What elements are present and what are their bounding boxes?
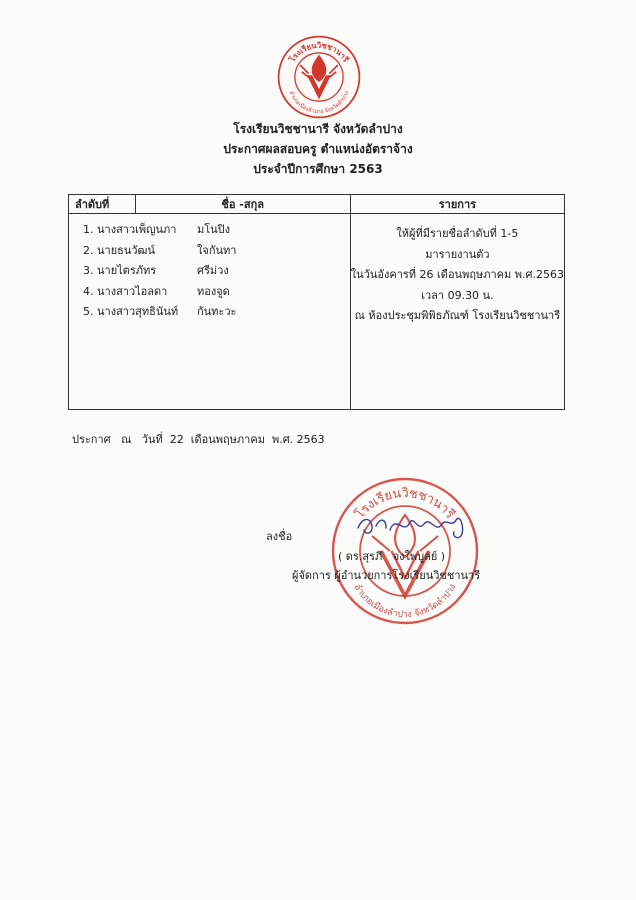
list-item (69, 282, 350, 303)
candidate-first-name: นางสาวสุทธินันท์ (97, 305, 179, 319)
seal-top-text: โรงเรียนวิชชานารี (287, 40, 351, 64)
details-cell (350, 214, 564, 410)
school-seal-logo (276, 34, 362, 120)
academic-year: ประจำปีการศึกษา 2563 (253, 162, 383, 176)
instruction-line: เวลา 09.30 น. (421, 288, 494, 302)
candidate-last-name: ทองจูด (197, 284, 230, 298)
stamp-bottom-text: อำเภอเมืองลำปาง จังหวัดลำปาง (351, 582, 459, 621)
handwritten-signature (352, 506, 470, 546)
signature-label: ลงชื่อ (266, 530, 293, 543)
column-header-number: ลำดับที่ (69, 195, 136, 214)
instruction-line: ให้ผู้ที่มีรายชื่อลำดับที่ 1-5 (396, 227, 519, 240)
instruction-line: ณ ห้องประชุมพิพิธภัณฑ์ โรงเรียนวิชชานารี (354, 309, 561, 323)
list-item (69, 261, 350, 282)
candidate-number: 5. (83, 305, 94, 319)
candidate-last-name: ศรีม่วง (197, 264, 229, 278)
candidate-first-name: นายไตรภัทร (97, 264, 157, 278)
svg-text:อำเภอเมืองลำปาง จังหวัดลำปาง (352, 582, 459, 620)
candidate-list (69, 214, 350, 323)
announcement-date: ประกาศ ณ วันที่ 22 เดือนพฤษภาคม พ.ศ. 2563 (72, 433, 325, 446)
candidate-last-name: มโนปิง (197, 223, 231, 236)
candidate-first-name: นางสาวไอลดา (97, 284, 168, 298)
school-name-heading: โรงเรียนวิชชานารี จังหวัดลำปาง (233, 122, 403, 136)
candidate-number: 4. (83, 284, 94, 298)
instruction-line: ในวันอังคารที่ 26 เดือนพฤษภาคม พ.ศ.2563 (350, 268, 564, 282)
column-header-details: รายการ (350, 195, 564, 214)
list-item (69, 302, 350, 323)
candidate-first-name: นางสาวเพ็ญนภา (97, 223, 177, 236)
column-header-name: ชื่อ -สกุล (135, 195, 350, 214)
results-table (68, 194, 565, 410)
names-cell (69, 214, 351, 410)
report-instructions (351, 214, 564, 327)
stamp-top-text: โรงเรียนวิชชานารี (352, 485, 458, 522)
candidate-number: 1. (83, 223, 94, 236)
signer-title: ผู้จัดการ ผู้อำนวยการโรงเรียนวิชชานารี (292, 569, 481, 582)
candidate-last-name: กันทะวะ (197, 305, 237, 319)
candidate-first-name: นายธนวัฒน์ (97, 243, 156, 257)
candidate-last-name: ใจกันทา (197, 243, 237, 257)
list-item (69, 220, 350, 241)
candidate-number: 2. (83, 243, 94, 257)
announcement-title: ประกาศผลสอบครู ตำแหน่งอัตราจ้าง (223, 142, 413, 156)
seal-bottom-text: อำเภอเมืองลำปาง จังหวัดลำปาง (287, 90, 351, 116)
candidate-number: 3. (83, 264, 94, 278)
signer-name: ( ดร.สุรภี จงใพบูลย์ ) (338, 550, 446, 563)
list-item (69, 241, 350, 262)
instruction-line: มารายงานตัว (425, 247, 490, 261)
